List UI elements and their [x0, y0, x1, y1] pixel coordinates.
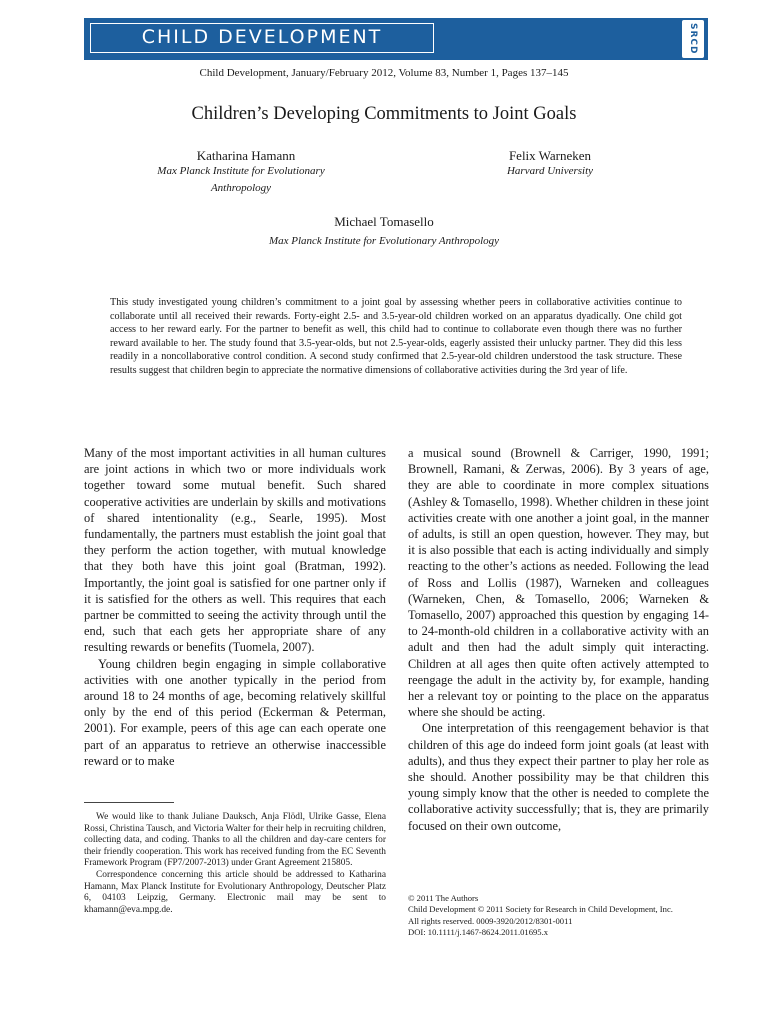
article-title: Children’s Developing Commitments to Joint Goals	[191, 104, 577, 124]
body-paragraph: Many of the most important activities in all human cultures are joint actions in which two or more individuals work together toward some mutual benefit. Such shared cooperative activities are underlain by skills and motivations of shared intentionality (e.g., Searle, 1995). Most fundamentally, the partners must establish the joint goal that they perform the action together, with mutual knowledge that they both have this joint goal (Bratman, 1992). Importantly, the joint goal is satisfied for one partner only if it is satisfied for the others as well. This requires that each partner be committed to seeing the activity through until the end, such that each gets her appropriate share of any resulting rewards or benefits (Tuomela, 2007).	[84, 446, 386, 655]
acknowledgment-footnote: We would like to thank Juliane Dauksch, Anja Flödl, Ulrike Gasse, Elena Rossi, Christina Tausch, and Victoria Walter for their help in recruiting children, collecting data, and coding. Thanks to all the children and day-care centers for their friendly cooperation. This work has received funding from the EC Seventh Framework Program (FP7/2007-2013) under Grant Agreement 215805.	[84, 812, 386, 869]
srcd-logo	[682, 20, 704, 58]
author-affiliation-2: Harvard University	[506, 165, 594, 177]
body-paragraph: One interpretation of this reengagement behavior is that children of this age do indeed form joint goals (at least with adults), and thus they expect their partner to play her role as she should. Another possibility may be that children this young simply know that the other is needed to complete the collaborative activity successfully; that is, they are primarily focused on their own outcome,	[408, 721, 709, 833]
body-column-left	[84, 445, 386, 769]
author-name-1: Katharina Hamann	[196, 148, 296, 163]
copyright-block	[408, 893, 718, 938]
author-affiliation-3: Max Planck Institute for Evolutionary Anthropology	[268, 235, 500, 247]
footnote-divider	[84, 802, 174, 803]
body-paragraph: a musical sound (Brownell & Carriger, 1990, 1991; Brownell, Ramani, & Zerwas, 2006). By 3 years of age, they are able to coordinate in more complex situations (Ashley & Tomasello, 1998). Whether children in these joint activities create with one another a joint goal, in the manner of adults, is still an open question, however. They may, but it is also possible that each is acting individually and simply reacting to the other’s actions as needed. Following the lead of Ross and Lollis (1987), Warneken and colleagues (Warneken, Chen, & Tomasello, 2006; Warneken & Tomasello, 2007) approached this question by engaging 14- to 24-month-old children in a collaborative activity with an adult and then had the adult simply quit interacting. Children at all ages then quite often actively attempted to reengage the adult in the activity by, for example, handing her a relevant toy or pointing to the place on the apparatus where she should be acting.	[408, 446, 709, 720]
body-paragraph: Young children begin engaging in simple collaborative activities with one another typically in the period from around 18 to 24 months of age, becoming relatively skillful only by the end of this period (Eckerman & Peterman, 2001). For example, peers of this age can each operate one part of an apparatus to retrieve an otherwise inaccessible reward or to make	[84, 656, 386, 768]
body-column-right	[408, 445, 709, 834]
author-affiliation-1: Max Planck Institute for Evolutionary Anthropology	[157, 165, 325, 194]
author-name-3: Michael Tomasello	[334, 214, 434, 229]
correspondence-footnote: Correspondence concerning this article should be addressed to Katharina Hamann, Max Planck Institute for Evolutionary Anthropology, Deutscher Platz 6, 04103 Leipzig, Germany. Electronic mail may be sent to khamann@eva.mpg.de.	[84, 869, 386, 915]
copyright-line: Child Development © 2011 Society for Research in Child Development, Inc.	[408, 904, 673, 915]
journal-citation: Child Development, January/February 2012, Volume 83, Number 1, Pages 137–145	[199, 67, 569, 79]
abstract: This study investigated young children’s commitment to a joint goal by assessing whether peers in collaborative activities continue to collaborate until all received their rewards. Forty-eight 2.5- and 3.5-year-old children worked on an apparatus dyadically. One child got access to her reward early. For the partner to benefit as well, this child had to continue to collaborate even though there was no further reward available to her. The study found that 3.5-year-olds, but not 2.5-year-olds, eagerly assisted their unlucky partner. They did this less readily in a noncollaborative control condition. A second study confirmed that 2.5-year-old children understood the task structure. These results suggest that children begin to appreciate the normative dimensions of collaborative activities during the 3rd year of life.	[110, 297, 682, 376]
srcd-logo-text: SRCD	[688, 23, 698, 55]
journal-masthead	[84, 18, 708, 60]
doi-line: DOI: 10.1111/j.1467-8624.2011.01695.x	[408, 926, 549, 937]
footnotes	[84, 812, 386, 916]
copyright-line: All rights reserved. 0009-3920/2012/8301-0011	[408, 915, 573, 926]
journal-name: CHILD DEVELOPMENT	[90, 23, 434, 53]
copyright-line: © 2011 The Authors	[408, 893, 479, 903]
author-name-2: Felix Warneken	[508, 148, 592, 163]
